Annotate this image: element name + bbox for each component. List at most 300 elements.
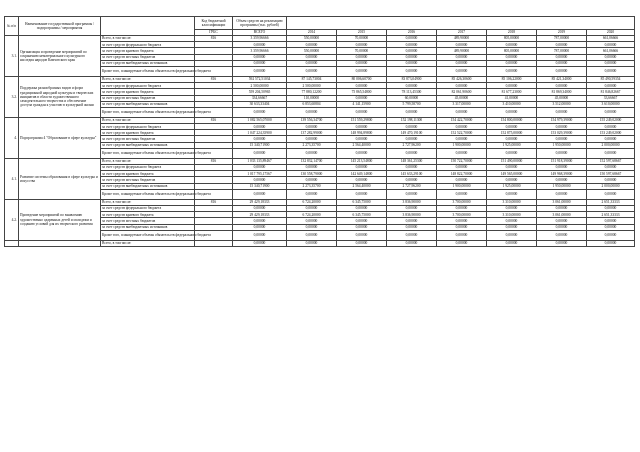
grbs-code: 816: [195, 117, 233, 123]
amount-year: 661,06666: [587, 48, 635, 54]
amount-year: 661,06666: [587, 36, 635, 42]
amount-year: 787,00000: [537, 36, 587, 42]
amount-year: 0,00000: [537, 165, 587, 171]
header-num: № п/п: [5, 17, 19, 36]
budget-table: [4, 16, 635, 247]
amount-year: 3 836,90000: [387, 199, 437, 205]
amount-year: 1 950,00000: [537, 142, 587, 148]
amount-year: 152 522,70000: [437, 130, 487, 136]
amount-year: 0,00000: [437, 240, 487, 246]
amount-year: 0,00000: [437, 177, 487, 183]
amount-year: 0,00000: [537, 42, 587, 48]
amount-year: 154 422,70000: [437, 117, 487, 123]
amount-total: 592 572,51034: [233, 76, 287, 82]
amount-year: 154 800,00000: [487, 117, 537, 123]
amount-year: 0,00000: [537, 107, 587, 117]
amount-year: 0,00000: [537, 218, 587, 224]
amount-year: 70,00000: [337, 36, 387, 42]
amount-year: 0,00000: [537, 240, 587, 246]
amount-total: 15 340,71900: [233, 183, 287, 189]
header-source-blank: [101, 17, 195, 36]
amount-year: 0,00000: [337, 124, 387, 130]
funding-source: Кроме того, планируемые объемы обязательств федерального бюджета: [101, 66, 195, 76]
amount-total: 0,00000: [233, 107, 287, 117]
amount-year: 0,00000: [437, 205, 487, 211]
amount-total: 0,00000: [233, 224, 287, 230]
amount-year: 153 249,02000: [587, 130, 635, 136]
funding-source: Всего, в том числе:: [101, 117, 195, 123]
amount-year: 0,00000: [437, 218, 487, 224]
amount-year: 0,00000: [437, 42, 487, 48]
amount-year: 148 822,70000: [437, 171, 487, 177]
amount-year: 85 421,34000: [537, 76, 587, 82]
amount-year: 0,00000: [587, 205, 635, 211]
amount-year: 805,00000: [487, 48, 537, 54]
amount-year: 0,00000: [337, 42, 387, 48]
amount-year: 4 141,15900: [337, 101, 387, 107]
amount-year: 0,00000: [337, 205, 387, 211]
amount-year: 0,00000: [537, 148, 587, 158]
amount-year: 0,00000: [337, 54, 387, 60]
amount-year: 0,00000: [537, 136, 587, 142]
amount-year: 0,00000: [487, 60, 537, 66]
amount-year: 0,00000: [387, 48, 437, 54]
amount-year: 0,00000: [487, 165, 537, 171]
amount-year: 0,00000: [587, 60, 635, 66]
amount-year: 0,00000: [287, 60, 337, 66]
amount-year: 45,00000: [537, 95, 587, 101]
amount-year: 0,00000: [437, 60, 487, 66]
funding-source: Всего, в том числе:: [101, 158, 195, 164]
program-name: [19, 240, 101, 246]
amount-year: 0,00000: [287, 136, 337, 142]
header-year: 2018: [487, 30, 537, 36]
header-total: ВСЕГО: [233, 30, 287, 36]
amount-year: 0,00000: [437, 107, 487, 117]
funding-source: за счет средств местных бюджетов: [101, 136, 195, 142]
amount-year: 0,00000: [487, 230, 537, 240]
amount-year: 0,00000: [537, 54, 587, 60]
amount-year: 0,00000: [587, 224, 635, 230]
amount-year: 70,00000: [337, 48, 387, 54]
amount-year: 0,00000: [387, 218, 437, 224]
amount-year: 5 799,58700: [387, 101, 437, 107]
header-year: 2015: [337, 30, 387, 36]
amount-year: 81 846,82667: [587, 89, 635, 95]
amount-year: 155 249,02000: [587, 117, 635, 123]
amount-total: 0,00000: [233, 205, 287, 211]
amount-year: 2 273,35700: [287, 142, 337, 148]
amount-year: 3 310,00000: [487, 199, 537, 205]
amount-year: 0,00000: [587, 189, 635, 199]
funding-source: за счет средств федерального бюджета: [101, 124, 195, 130]
amount-year: 0,00000: [287, 165, 337, 171]
amount-year: 0,00000: [537, 60, 587, 66]
funding-source: Всего, в том числе:: [101, 76, 195, 82]
amount-year: 550,00000: [287, 36, 337, 42]
amount-year: 130 558,79000: [287, 171, 337, 177]
amount-year: 0,00000: [487, 107, 537, 117]
amount-year: 2 727,96200: [387, 183, 437, 189]
program-name: Поддержка разнообразных видов и форм традиционной народной культуры и творческих инициатив в области художественного самодеятельного творчества и обеспечение доступа граждан к участию в культурной жизни: [19, 76, 101, 117]
amount-year: 0,00000: [337, 218, 387, 224]
amount-year: 0,00000: [337, 83, 387, 89]
amount-year: 0,00000: [387, 60, 437, 66]
amount-year: 0,00000: [337, 66, 387, 76]
amount-year: 0,00000: [487, 42, 537, 48]
amount-year: 0,00000: [287, 230, 337, 240]
amount-year: 0,00000: [387, 240, 437, 246]
amount-year: 0,00000: [287, 218, 337, 224]
table-header-row: [5, 17, 635, 30]
amount-year: 137 282,99000: [287, 130, 337, 136]
amount-year: 2 651,33333: [587, 199, 635, 205]
budget-body: [5, 36, 635, 247]
amount-year: 0,00000: [337, 177, 387, 183]
amount-year: 132 832,14700: [287, 158, 337, 164]
row-number: 4.2.: [5, 199, 19, 240]
amount-year: 82 061,90600: [437, 89, 487, 95]
amount-year: 3 317,00000: [437, 101, 487, 107]
amount-year: 0,00000: [587, 240, 635, 246]
amount-year: 489,90000: [437, 36, 487, 42]
amount-year: 151 490,00000: [487, 158, 537, 164]
amount-total: 0,00000: [233, 124, 287, 130]
header-volume: Объем средств на реализацию программы (тыс. рублей): [233, 17, 287, 30]
amount-year: 45,00000: [437, 95, 487, 101]
amount-year: 139 556,34700: [287, 117, 337, 123]
amount-year: 2 727,96200: [387, 142, 437, 148]
funding-source: за счет средств местных бюджетов: [101, 177, 195, 183]
amount-year: 0,00000: [387, 66, 437, 76]
amount-year: 0,00000: [387, 205, 437, 211]
funding-source: Кроме того, планируемые объемы обязательств федерального бюджета: [101, 230, 195, 240]
funding-source: за счет средств внебюджетных источников: [101, 142, 195, 148]
amount-year: 0,00000: [437, 165, 487, 171]
funding-source: за счет средств местных бюджетов: [101, 54, 195, 60]
amount-year: 1 900,00000: [437, 142, 487, 148]
header-grbs: ГРБС: [195, 30, 233, 36]
funding-source: Кроме того, планируемые объемы обязательств федерального бюджета: [101, 189, 195, 199]
amount-year: 6 345,75000: [337, 199, 387, 205]
amount-total: 29 429,18333: [233, 199, 287, 205]
amount-year: 3 700,00000: [437, 199, 487, 205]
amount-year: 0,00000: [337, 95, 387, 101]
funding-source: за счет средств федерального бюджета: [101, 42, 195, 48]
amount-year: 0,00000: [387, 83, 437, 89]
amount-year: 0,00000: [337, 189, 387, 199]
amount-total: 1 082 565,07000: [233, 117, 287, 123]
amount-year: 152 198,11300: [387, 117, 437, 123]
amount-year: 0,00000: [537, 230, 587, 240]
funding-source: за счет средств краевого бюджета: [101, 212, 195, 218]
amount-year: 550,00000: [287, 48, 337, 54]
amount-year: 0,00000: [587, 230, 635, 240]
funding-source: за счет средств федерального бюджета: [101, 83, 195, 89]
amount-total: 0,00000: [233, 42, 287, 48]
amount-year: 0,00000: [337, 148, 387, 158]
amount-year: 148 994,89800: [337, 130, 387, 136]
amount-year: 2 273,35700: [287, 183, 337, 189]
amount-year: 0,00000: [437, 54, 487, 60]
amount-year: 0,00000: [437, 124, 487, 130]
amount-year: 787,00000: [537, 48, 587, 54]
amount-year: 149 968,39000: [537, 171, 587, 177]
program-name: Подпрограмма 4 "Образование в сфере культуры": [19, 117, 101, 158]
grbs-code: 816: [195, 199, 233, 205]
amount-year: 0,00000: [587, 136, 635, 142]
amount-year: 1 900,00000: [437, 183, 487, 189]
amount-year: 0,00000: [587, 107, 635, 117]
amount-year: 0,00000: [387, 54, 437, 60]
header-code: Код бюджетной классификации: [195, 17, 233, 30]
funding-source: за счет средств внебюджетных источников: [101, 101, 195, 107]
funding-source: Всего, в том числе:: [101, 36, 195, 42]
amount-year: 3 836,90000: [387, 212, 437, 218]
amount-year: 3 061,00000: [537, 212, 587, 218]
amount-year: 0,00000: [487, 240, 537, 246]
grbs-code: 816: [195, 76, 233, 82]
row-number: 4.1.: [5, 158, 19, 199]
amount-year: 0,00000: [437, 224, 487, 230]
amount-year: 0,00000: [487, 218, 537, 224]
amount-year: 0,00000: [387, 189, 437, 199]
amount-year: 0,00000: [437, 189, 487, 199]
amount-year: 0,00000: [337, 107, 387, 117]
amount-year: 0,00000: [337, 240, 387, 246]
funding-source: за счет средств внебюджетных источников: [101, 224, 195, 230]
amount-year: 0,00000: [487, 83, 537, 89]
amount-year: 3 700,00000: [437, 212, 487, 218]
amount-year: 0,00000: [387, 124, 437, 130]
amount-year: 0,00000: [487, 177, 537, 183]
funding-source: за счет средств федерального бюджета: [101, 205, 195, 211]
amount-year: 152 597,68667: [587, 158, 635, 164]
grbs-code: [195, 240, 233, 246]
amount-year: 0,00000: [537, 124, 587, 130]
amount-year: 0,00000: [387, 136, 437, 142]
amount-year: 152 875,00000: [487, 130, 537, 136]
amount-year: 489,90000: [437, 48, 487, 54]
amount-year: 0,00000: [387, 42, 437, 48]
funding-source: за счет средств краевого бюджета: [101, 130, 195, 136]
amount-year: 0,00000: [487, 136, 537, 142]
amount-total: 0,00000: [233, 165, 287, 171]
amount-total: 0,00000: [233, 60, 287, 66]
funding-source: Кроме того, планируемые объемы обязательств федерального бюджета: [101, 107, 195, 117]
amount-total: 0,00000: [233, 240, 287, 246]
amount-year: 0,00000: [487, 205, 537, 211]
funding-source: за счет средств местных бюджетов: [101, 218, 195, 224]
amount-year: 0,00000: [537, 189, 587, 199]
funding-source: Кроме того, планируемые объемы обязательств федерального бюджета: [101, 148, 195, 158]
funding-source: за счет средств краевого бюджета: [101, 48, 195, 54]
program-name: Организация и проведение мероприятий по сохранению нематериального культурного наследия народов Камчатского края: [19, 36, 101, 77]
amount-year: 0,00000: [587, 177, 635, 183]
amount-year: 0,00000: [387, 165, 437, 171]
amount-year: 0,00000: [487, 124, 537, 130]
header-years-blank: [287, 17, 635, 30]
amount-year: 150 722,70000: [437, 158, 487, 164]
amount-year: 2 000,00000: [587, 183, 635, 189]
amount-year: 0,00000: [487, 54, 537, 60]
amount-year: 0,00000: [587, 165, 635, 171]
amount-year: 0,00000: [387, 148, 437, 158]
amount-year: 2 564,40000: [337, 142, 387, 148]
amount-year: 6 724,20000: [287, 199, 337, 205]
amount-year: 0,00000: [587, 148, 635, 158]
amount-year: 0,00000: [287, 224, 337, 230]
amount-year: 2 500,00000: [287, 83, 337, 89]
amount-year: 150 597,68667: [587, 171, 635, 177]
grbs-code: 816: [195, 158, 233, 164]
amount-total: 29 429,18333: [233, 212, 287, 218]
amount-year: 142 649,14800: [337, 171, 387, 177]
funding-source: Всего, в том числе:: [101, 240, 195, 246]
amount-year: 0,00000: [287, 189, 337, 199]
amount-year: 0,00000: [587, 218, 635, 224]
amount-year: 0,00000: [387, 107, 437, 117]
amount-total: 3 359,96666: [233, 48, 287, 54]
amount-year: 0,00000: [387, 224, 437, 230]
amount-year: 0,00000: [287, 107, 337, 117]
header-year: 2019: [537, 30, 587, 36]
amount-year: 153 029,39000: [537, 130, 587, 136]
funding-source: за счет средств местных бюджетов: [101, 95, 195, 101]
amount-year: 41,00000: [487, 95, 537, 101]
amount-year: 0,00000: [287, 124, 337, 130]
amount-year: 2 651,33333: [587, 212, 635, 218]
program-name: Проведение мероприятий по выявлению художественно одаренных детей и молодежи и созданию условий для их творческого развития: [19, 199, 101, 240]
amount-total: 2 500,00000: [233, 83, 287, 89]
amount-year: 0,00000: [587, 54, 635, 60]
amount-year: 85 490,59354: [587, 76, 635, 82]
row-number: 4.: [5, 117, 19, 158]
amount-year: 0,00000: [537, 224, 587, 230]
amount-year: 151 559,29800: [337, 117, 387, 123]
amount-total: 0,00000: [233, 136, 287, 142]
amount-year: 0,00000: [337, 165, 387, 171]
amount-year: 0,00000: [587, 124, 635, 130]
amount-year: 0,00000: [537, 205, 587, 211]
amount-total: 0,00000: [233, 148, 287, 158]
amount-year: 0,00000: [337, 230, 387, 240]
amount-year: 3 410,00000: [487, 101, 537, 107]
amount-year: 60,00000: [387, 95, 437, 101]
amount-year: 0,00000: [437, 83, 487, 89]
amount-year: 0,00000: [537, 66, 587, 76]
amount-year: 81 869,34000: [537, 89, 587, 95]
amount-year: 0,00000: [387, 177, 437, 183]
amount-year: 145 633,29100: [387, 171, 437, 177]
header-name: Наименование государственной программы / подпрограммы / мероприятия: [19, 17, 101, 36]
amount-total: 0,00000: [233, 189, 287, 199]
amount-year: 3 610,00000: [587, 101, 635, 107]
amount-year: 0,00000: [587, 42, 635, 48]
row-number: 3.1.: [5, 36, 19, 77]
amount-year: 1 950,00000: [537, 183, 587, 189]
amount-year: 0,00000: [287, 66, 337, 76]
amount-year: 83 873,04900: [387, 76, 437, 82]
amount-year: 149 565,00000: [487, 171, 537, 177]
amount-year: 0,00000: [437, 66, 487, 76]
amount-year: 0,00000: [587, 83, 635, 89]
amount-year: 0,00000: [387, 36, 437, 42]
amount-total: 30 633,33404: [233, 101, 287, 107]
amount-total: 0,00000: [233, 66, 287, 76]
amount-total: 1 017 795,17567: [233, 171, 287, 177]
amount-year: 2 000,00000: [587, 142, 635, 148]
amount-total: 0,00000: [233, 177, 287, 183]
amount-year: 0,00000: [437, 230, 487, 240]
amount-year: 6 345,75000: [337, 212, 387, 218]
amount-year: 2 564,40000: [337, 183, 387, 189]
amount-year: 1 925,00000: [487, 183, 537, 189]
amount-total: 559 204,50965: [233, 89, 287, 95]
amount-year: 0,00000: [437, 136, 487, 142]
amount-year: 154 979,39000: [537, 117, 587, 123]
amount-year: 0,00000: [487, 224, 537, 230]
amount-year: 0,00000: [337, 224, 387, 230]
amount-year: 0,00000: [537, 83, 587, 89]
funding-source: за счет средств краевого бюджета: [101, 89, 195, 95]
amount-year: 0,00000: [287, 54, 337, 60]
row-number: [5, 240, 19, 246]
amount-year: 1 925,00000: [487, 142, 537, 148]
amount-year: 78 113,45300: [387, 89, 437, 95]
amount-year: 3 512,00000: [537, 101, 587, 107]
amount-total: 0,00000: [233, 54, 287, 60]
amount-total: 3 359,96666: [233, 36, 287, 42]
amount-total: 1 033 135,89467: [233, 158, 287, 164]
amount-year: 75 865,54800: [337, 89, 387, 95]
amount-total: 334,66667: [233, 95, 287, 101]
funding-source: за счет средств краевого бюджета: [101, 171, 195, 177]
amount-year: 0,00000: [487, 189, 537, 199]
header-year: 2016: [387, 30, 437, 36]
amount-year: 85 106,22000: [487, 76, 537, 82]
amount-year: 0,00000: [587, 66, 635, 76]
amount-year: 151 918,39000: [537, 158, 587, 164]
amount-year: 85 426,30600: [437, 76, 487, 82]
funding-source: за счет средств внебюджетных источников: [101, 183, 195, 189]
amount-total: 0,00000: [233, 230, 287, 240]
amount-year: 805,00000: [487, 36, 537, 42]
amount-year: 0,00000: [537, 177, 587, 183]
amount-year: 0,00000: [287, 177, 337, 183]
grbs-code: 816: [195, 36, 233, 42]
amount-year: 0,00000: [287, 205, 337, 211]
header-year: 2014: [287, 30, 337, 36]
amount-year: 6 724,20000: [287, 212, 337, 218]
amount-year: 77 880,12200: [287, 89, 337, 95]
amount-total: 1 047 224,35900: [233, 130, 287, 136]
amount-year: 0,00000: [337, 60, 387, 66]
amount-year: 87 145,73004: [287, 76, 337, 82]
program-name: Развитие системы образования в сфере культуры и искусства: [19, 158, 101, 199]
row-number: 3.2.: [5, 76, 19, 117]
amount-year: 6 853,60804: [287, 101, 337, 107]
funding-source: Всего, в том числе:: [101, 199, 195, 205]
amount-year: 0,00000: [337, 136, 387, 142]
amount-year: 110,00000: [287, 95, 337, 101]
amount-year: 0,00000: [487, 148, 537, 158]
amount-year: 0,00000: [487, 66, 537, 76]
amount-year: 3 310,00000: [487, 212, 537, 218]
amount-year: 33,66667: [587, 95, 635, 101]
amount-year: 0,00000: [287, 240, 337, 246]
amount-year: 0,00000: [287, 148, 337, 158]
